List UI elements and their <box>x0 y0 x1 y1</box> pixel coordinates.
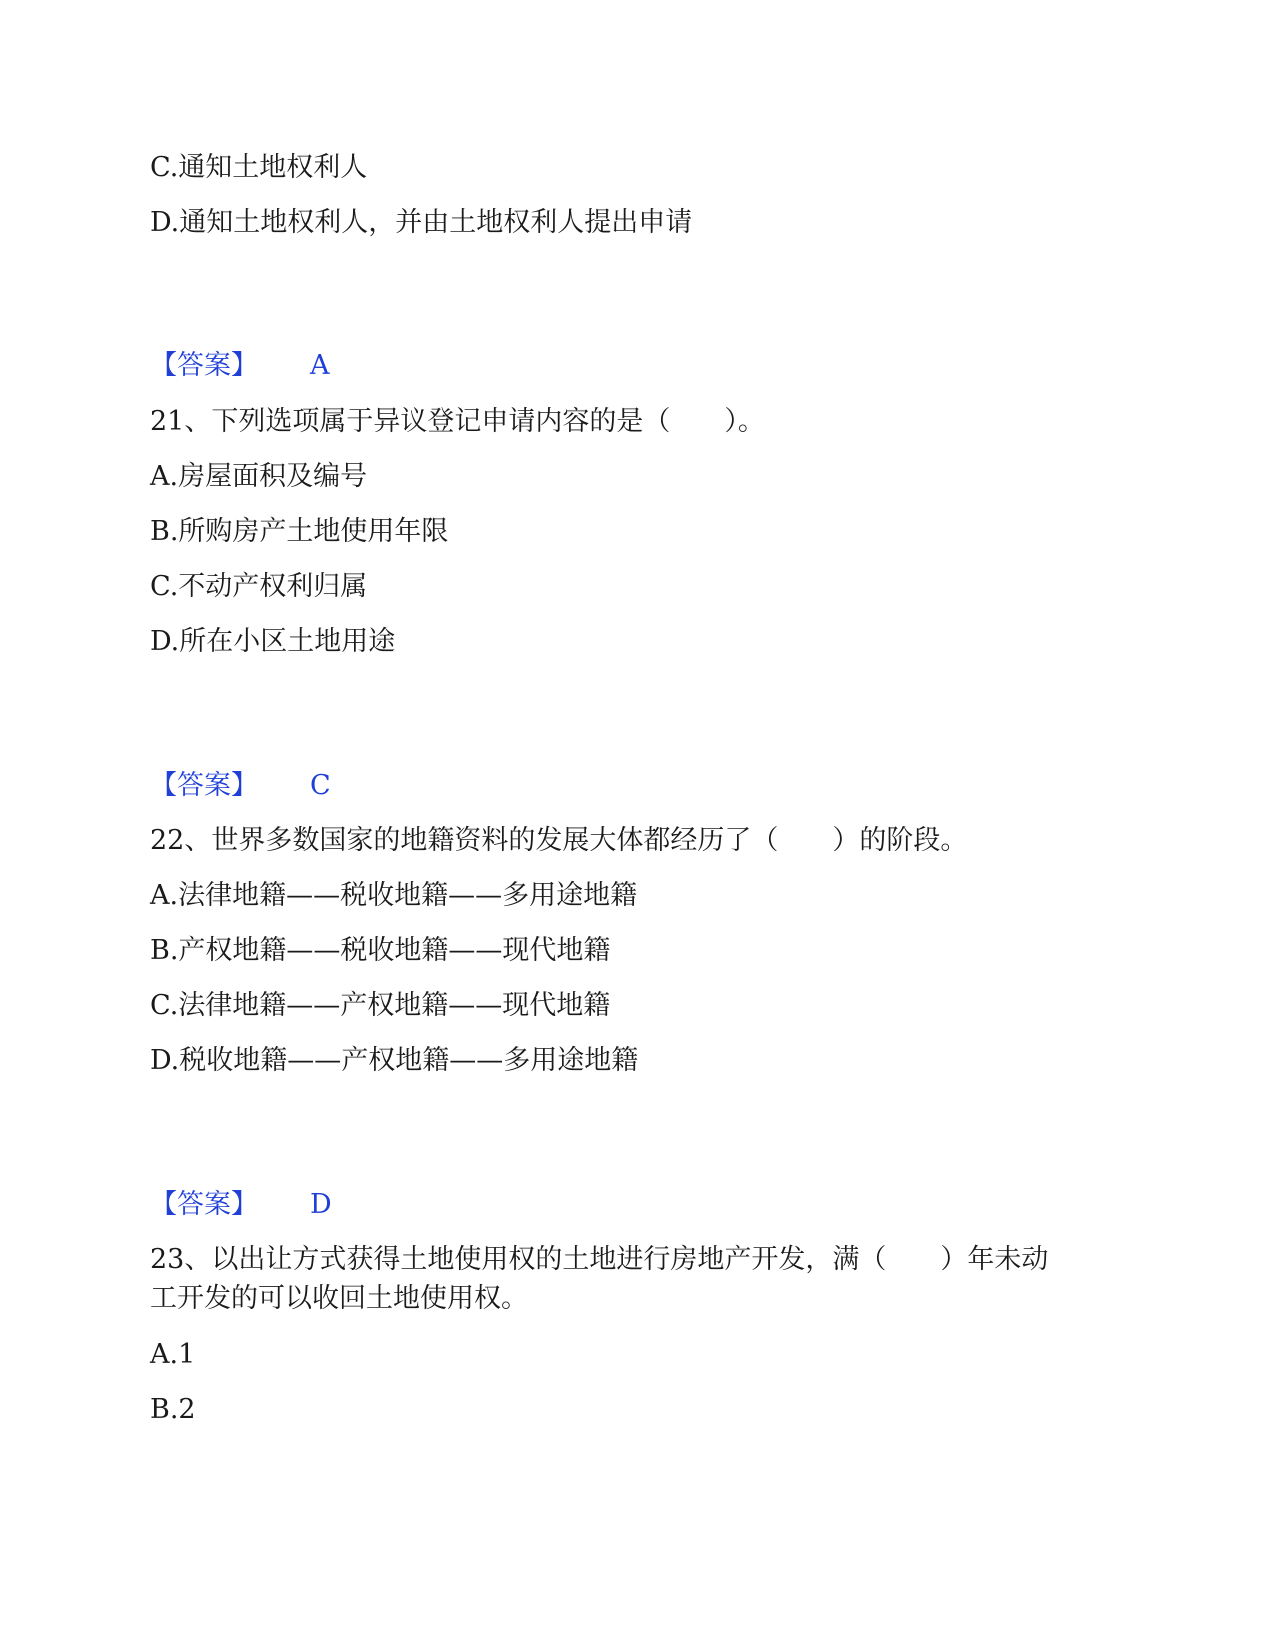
q23-stem-line1: 23、以出让方式获得土地使用权的土地进行房地产开发，满（ ）年未动 <box>150 1244 1049 1275</box>
q23-stem-line2: 工开发的可以收回土地使用权。 <box>150 1283 528 1314</box>
q20-answer <box>150 346 330 386</box>
q21-answer <box>150 766 331 806</box>
q21-stem: 21、下列选项属于异议登记申请内容的是（ ）。 <box>150 406 765 437</box>
q20-option-c: C.通知土地权利人 <box>150 152 368 183</box>
answer-label: 【答案】 <box>150 770 258 801</box>
q21-option-d: D.所在小区土地用途 <box>150 626 396 657</box>
q23-option-b: B.2 <box>150 1394 196 1425</box>
q22-option-d: D.税收地籍——产权地籍——多用途地籍 <box>150 1045 639 1076</box>
q21-option-a: A.房屋面积及编号 <box>150 461 368 492</box>
q23-option-a: A.1 <box>150 1339 196 1370</box>
q22-option-c: C.法律地籍——产权地籍——现代地籍 <box>150 990 611 1021</box>
q22-answer <box>150 1185 332 1225</box>
answer-value: D <box>310 1189 332 1220</box>
q21-option-b: B.所购房产土地使用年限 <box>150 516 449 547</box>
q22-option-a: A.法律地籍——税收地籍——多用途地籍 <box>150 880 638 911</box>
q22-stem: 22、世界多数国家的地籍资料的发展大体都经历了（ ）的阶段。 <box>150 825 968 856</box>
answer-label: 【答案】 <box>150 350 258 381</box>
answer-value: C <box>310 770 331 801</box>
q22-option-b: B.产权地籍——税收地籍——现代地籍 <box>150 935 611 966</box>
q21-option-c: C.不动产权利归属 <box>150 571 368 602</box>
q20-option-d: D.通知土地权利人，并由土地权利人提出申请 <box>150 207 693 238</box>
answer-value: A <box>310 350 330 381</box>
answer-label: 【答案】 <box>150 1189 258 1220</box>
